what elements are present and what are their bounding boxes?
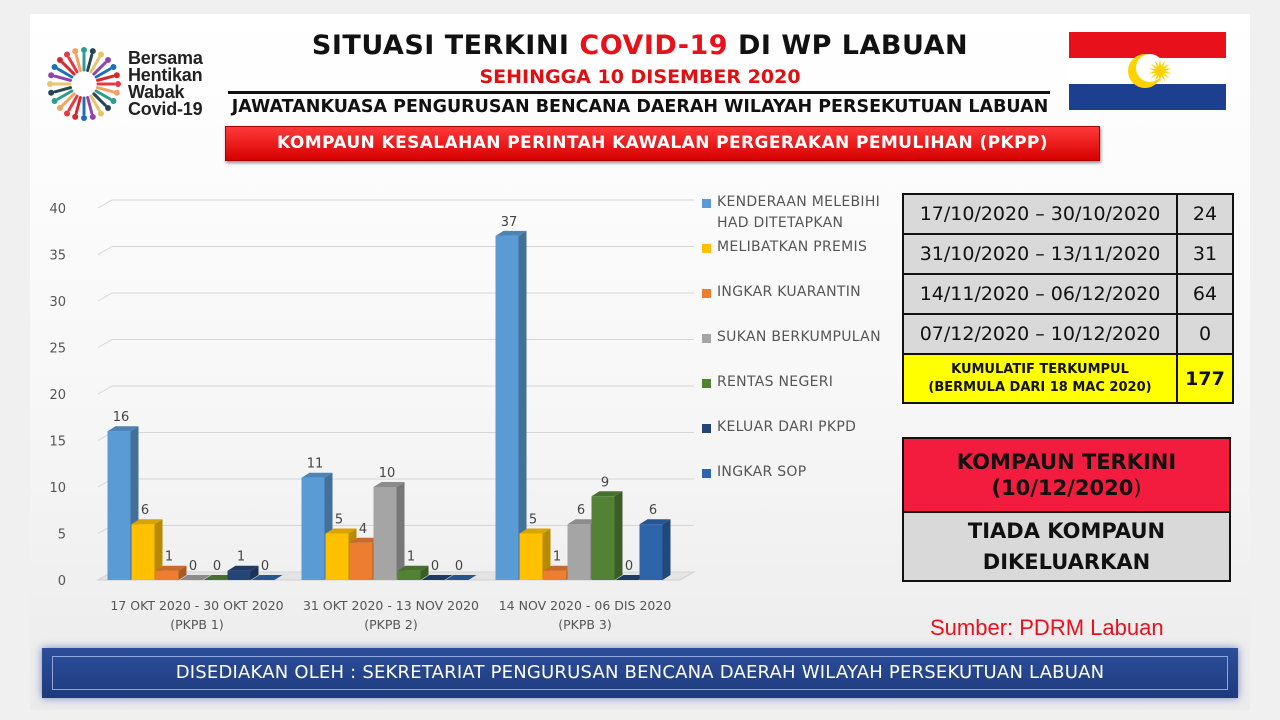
page-title [200,30,1080,61]
gridline [98,433,694,441]
logo-ray [55,76,70,80]
logo-line: Hentikan [128,65,203,85]
x-tick-label: (PKPB 1) [170,617,224,632]
x-tick-label: 31 OKT 2020 - 13 NOV 2020 [302,598,480,613]
logo-dot [110,98,116,104]
gridline [98,200,694,208]
legend-swatch [702,199,711,208]
latest-compound-status [904,513,1229,580]
table-row [903,274,1233,314]
logo-ray [98,88,113,92]
logo-dot [48,90,54,96]
bar [132,524,155,580]
latest-compound-heading [904,439,1229,513]
legend-label [717,327,897,348]
logo-ray [76,98,80,113]
legend-label-line: KELUAR DARI PKPD [717,419,857,435]
legend-swatch [702,379,711,388]
bar-side [519,231,527,580]
legend-swatch [702,424,711,433]
period-cell: 14/11/2020 – 06/12/2020 [903,274,1177,314]
source-note: Sumber: PDRM Labuan [930,615,1164,640]
logo-dot [90,48,96,54]
logo-ray [55,88,70,92]
bar [228,571,251,580]
data-label: 9 [600,475,610,491]
y-tick-label: 10 [49,481,66,496]
data-label: 16 [112,410,130,426]
logo-dot [114,90,120,96]
data-label: 11 [306,456,324,472]
gridline [98,386,694,394]
page-subtitle: SEHINGGA 10 DISEMBER 2020 [479,66,801,88]
bar-side [615,491,623,580]
title-prefix: SITUASI TERKINI [311,30,580,61]
y-tick-label: 20 [49,388,66,403]
table-row [903,194,1233,234]
data-label: 0 [430,559,440,574]
latest-status-line2: DIKELUARKAN [982,550,1151,574]
bar [640,524,663,580]
logo-line: Bersama [128,48,203,68]
section-banner: KOMPAUN KESALAHAN PERINTAH KAWALAN PERGERAKAN PEMULIHAN (PKPP) [225,126,1100,161]
bar [592,496,615,580]
logo-line: Covid-19 [128,99,203,119]
bar [496,236,519,580]
logo-dot [110,64,116,70]
bar [544,571,567,580]
gridline [98,247,694,255]
footer-text: DISEDIAKAN OLEH : SEKRETARIAT PENGURUSAN BENCANA DAERAH WILAYAH PERSEKUTUAN LABUAN [52,656,1228,690]
labuan-flag [1069,32,1226,110]
data-label: 6 [648,503,658,519]
logo-dot [64,110,70,116]
bar [326,534,349,581]
data-label: 5 [334,512,344,528]
legend-label [717,237,897,258]
legend-swatch [702,469,711,478]
logo-ray [88,55,92,70]
footer-bar [42,648,1238,698]
data-label: 0 [260,559,270,574]
logo-dot [64,52,70,58]
legend-label-line: HAD DITETAPKAN [717,215,844,231]
latest-compound-box [902,437,1231,582]
bar-side [397,482,405,580]
data-label: 37 [500,214,518,230]
logo-dot [47,81,53,87]
count-cell: 0 [1177,314,1233,354]
data-label: 0 [212,559,222,574]
bar [398,571,421,580]
bar [302,478,325,580]
bar-side [663,519,671,580]
legend-label-line: KENDERAAN MELEBIHI [717,194,881,210]
legend-label-line: INGKAR KUARANTIN [717,284,861,300]
header-rule [228,91,1050,94]
latest-heading-line2 [904,475,1229,501]
logo-dot [114,72,120,78]
data-label: 0 [454,559,464,574]
x-tick-label: (PKPB 2) [364,617,418,632]
data-label: 1 [164,549,174,565]
period-cell: 31/10/2020 – 13/11/2020 [903,234,1177,274]
y-tick-label: 15 [49,434,66,450]
legend-swatch [702,289,711,298]
legend-label-line: MELIBATKAN PREMIS [717,239,868,255]
logo-ray [88,98,92,113]
logo-dot [52,64,58,70]
legend-swatch [702,244,711,253]
bar [374,487,397,580]
legend-label-line: SUKAN BERKUMPULAN [717,329,881,345]
period-cell: 17/10/2020 – 30/10/2020 [903,194,1177,234]
latest-date-close: ) [1133,476,1142,500]
logo-dot [90,114,96,120]
latest-date: (10/12/2020 [991,476,1134,500]
bar [108,431,131,580]
logo-dot [81,47,87,53]
logo-dot [105,57,111,63]
data-label: 5 [528,512,538,528]
logo-dot [72,114,78,120]
y-tick-label: 40 [49,202,66,217]
y-tick-label: 5 [57,527,66,543]
data-label: 1 [552,549,562,565]
y-tick-label: 0 [57,574,66,589]
table-row [903,314,1233,354]
legend-label [717,417,897,438]
count-cell: 64 [1177,274,1233,314]
bar [520,534,543,581]
logo-dot [98,110,104,116]
logo-dot [48,72,54,78]
legend-label [717,462,897,483]
title-highlight: COVID-19 [579,30,729,61]
y-tick-label: 30 [49,295,66,310]
data-label: 0 [624,559,634,574]
logo-dot [81,115,87,121]
data-label: 1 [406,549,416,565]
data-label: 6 [140,503,150,519]
title-suffix: DI WP LABUAN [728,30,969,61]
legend-swatch [702,334,711,343]
latest-heading-line1: KOMPAUN TERKINI [956,450,1177,474]
bar [156,571,179,580]
logo-line: Wabak [128,82,185,102]
total-value-cell: 177 [1177,354,1233,403]
data-label: 1 [236,549,246,565]
logo-dot [57,57,63,63]
data-label: 10 [378,466,396,481]
legend-label [717,372,897,393]
legend-label-line: INGKAR SOP [717,464,807,480]
gridline [98,340,694,348]
legend-label-line: RENTAS NEGERI [717,374,834,390]
logo-dot [115,81,121,87]
total-label-line1: KUMULATIF TERKUMPUL [951,361,1129,377]
logo-ray [76,55,80,70]
bar [350,543,373,580]
period-cell: 07/12/2020 – 10/12/2020 [903,314,1177,354]
logo-dot [52,98,58,104]
logo-dot [57,105,63,111]
latest-status-line1: TIADA KOMPAUN [967,519,1166,543]
x-tick-label: 14 NOV 2020 - 06 DIS 2020 [498,598,672,613]
data-label: 0 [188,559,198,574]
x-tick-label: (PKPB 3) [558,617,612,632]
logo-text [128,50,203,118]
table-row [903,234,1233,274]
x-tick-label: 17 OKT 2020 - 30 OKT 2020 [110,598,284,613]
logo-dot [105,105,111,111]
committee-name: JAWATANKUASA PENGURUSAN BENCANA DAERAH WILAYAH PERSEKUTUAN LABUAN [231,97,1049,117]
y-tick-label: 25 [49,341,66,357]
total-label-line2: (BERMULA DARI 18 MAC 2020) [928,379,1152,395]
data-label: 6 [576,503,586,519]
y-tick-label: 35 [49,248,66,264]
total-row [903,354,1233,403]
legend-label [717,282,897,303]
legend-label [717,192,897,234]
logo-ray [98,76,113,80]
gridline [98,293,694,301]
total-label-cell [903,354,1177,403]
period-summary-table [902,193,1234,404]
logo-dot [72,48,78,54]
count-cell: 24 [1177,194,1233,234]
count-cell: 31 [1177,234,1233,274]
bar [568,524,591,580]
data-label: 4 [358,521,368,537]
logo-dot [98,52,104,58]
